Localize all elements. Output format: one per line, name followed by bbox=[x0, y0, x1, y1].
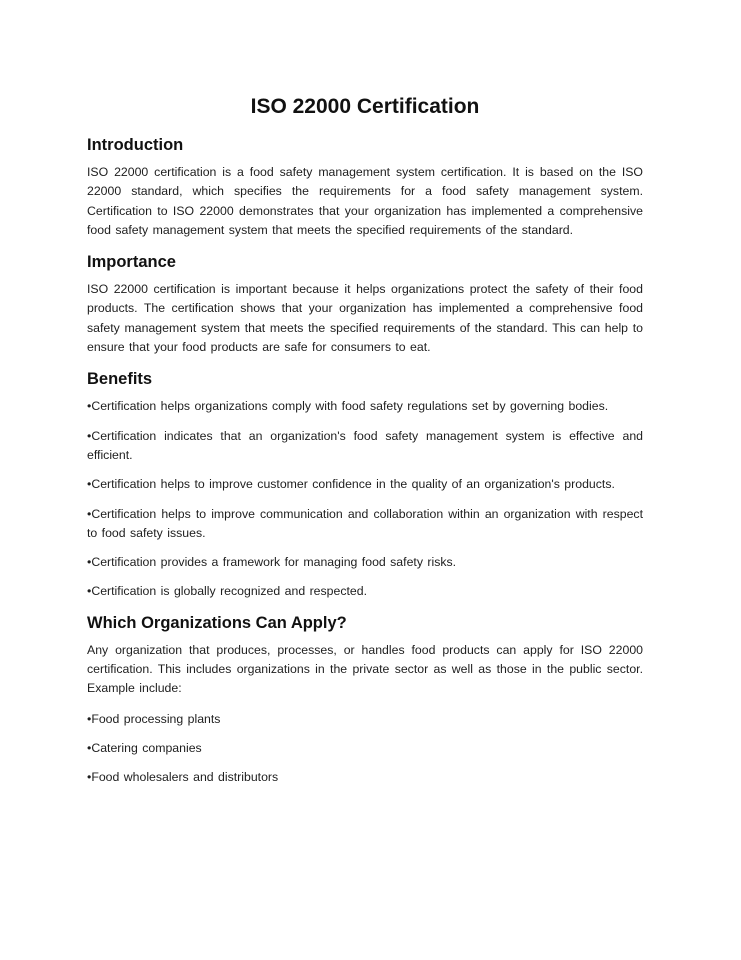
list-item bbox=[87, 505, 643, 544]
list-item bbox=[87, 397, 643, 416]
introduction-section bbox=[87, 134, 643, 240]
list-item-text: Catering companies bbox=[91, 740, 202, 755]
list-item-text: Certification helps to improve communication and collaboration within an organization with respect to food safety issues. bbox=[87, 506, 643, 540]
list-item-text: Certification provides a framework for managing food safety risks. bbox=[91, 555, 457, 570]
benefits-section bbox=[87, 368, 643, 601]
importance-section bbox=[87, 251, 643, 357]
introduction-heading: Introduction bbox=[87, 136, 184, 154]
document-title: ISO 22000 Certification bbox=[250, 95, 480, 118]
who-can-apply-heading: Which Organizations Can Apply? bbox=[87, 613, 347, 632]
who-can-apply-section bbox=[87, 612, 643, 788]
benefits-heading: Benefits bbox=[87, 370, 153, 389]
importance-heading: Importance bbox=[87, 253, 176, 272]
bullet-icon: • bbox=[87, 711, 92, 726]
list-item bbox=[87, 427, 643, 466]
bullet-icon: • bbox=[87, 399, 92, 414]
list-item-text: Certification indicates that an organization's food safety management system is effective and efficient. bbox=[87, 428, 643, 462]
introduction-paragraph: ISO 22000 certification is a food safety management system certification. It is based on the ISO 22000 standard, which specifies the requirements for a food safety management system. Certification to ISO 22000 demonstrates that your organization has implemented a comprehensive food safety management system that meets the specified requirements of the standard. bbox=[87, 165, 643, 237]
list-item-text: Food processing plants bbox=[91, 711, 221, 726]
bullet-icon: • bbox=[87, 740, 92, 755]
organization-examples-list bbox=[87, 710, 643, 788]
list-item-text: Food wholesalers and distributors bbox=[91, 770, 279, 785]
list-item bbox=[87, 475, 643, 494]
list-item bbox=[87, 582, 643, 601]
bullet-icon: • bbox=[87, 506, 92, 521]
bullet-icon: • bbox=[87, 770, 92, 785]
list-item-text: Certification helps to improve customer confidence in the quality of an organization's products. bbox=[91, 477, 615, 492]
importance-paragraph: ISO 22000 certification is important because it helps organizations protect the safety of their food products. The certification shows that your organization has implemented a comprehensive food safety management system that meets the specified requirements of the standard. This can help to ensure that your food products are safe for consumers to eat. bbox=[87, 282, 643, 355]
who-can-apply-paragraph: Any organization that produces, processes, or handles food products can apply for ISO 22000 certification. This includes organizations in the private sector as well as those in the public sector. Example include: bbox=[87, 642, 643, 696]
list-item bbox=[87, 553, 643, 572]
list-item-text: Certification is globally recognized and respected. bbox=[91, 584, 367, 599]
list-item bbox=[87, 710, 643, 729]
bullet-icon: • bbox=[87, 555, 92, 570]
bullet-icon: • bbox=[87, 584, 92, 599]
benefits-list bbox=[87, 397, 643, 601]
list-item bbox=[87, 768, 643, 787]
bullet-icon: • bbox=[87, 477, 92, 492]
list-item bbox=[87, 739, 643, 758]
bullet-icon: • bbox=[87, 428, 92, 443]
list-item-text: Certification helps organizations comply with food safety regulations set by governing bodies. bbox=[91, 399, 609, 414]
